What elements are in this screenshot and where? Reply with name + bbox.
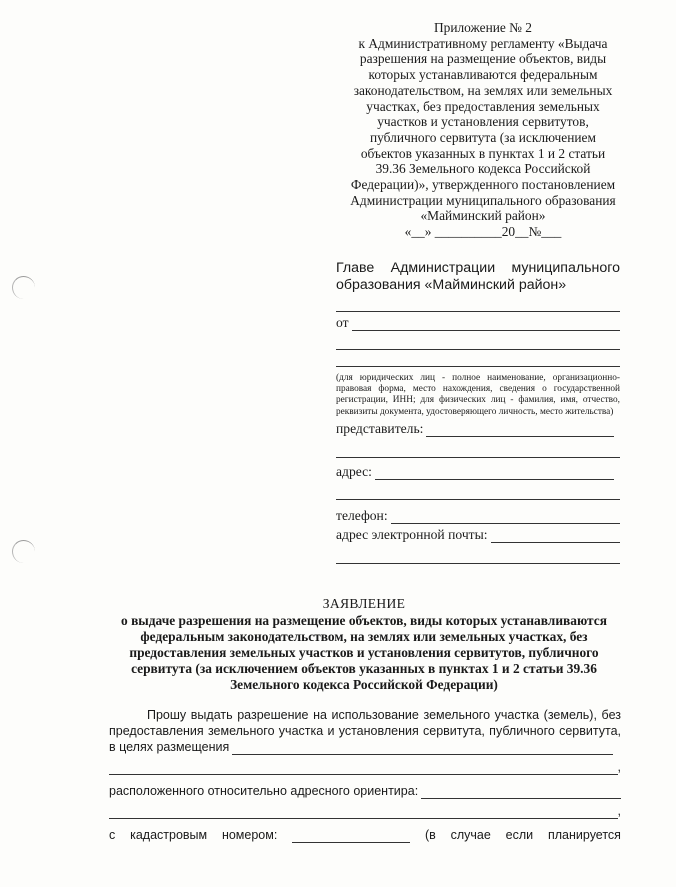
statement-title: ЗАЯВЛЕНИЕ: [322, 596, 406, 611]
appendix-line: которых устанавливаются федеральным: [368, 67, 598, 83]
subtitle-line: федеральным законодательством, на землях или земельных участках, без: [140, 629, 588, 644]
from-input-line[interactable]: [352, 318, 620, 331]
representative-blank-line[interactable]: [336, 437, 620, 458]
appendix-line: Администрации муниципального образования: [350, 192, 616, 208]
cadastral-word: (в: [424, 828, 436, 842]
addressee-blank-line[interactable]: [336, 294, 620, 312]
phone-input-line[interactable]: [391, 511, 620, 524]
para-line-1: [109, 707, 621, 723]
addressee-line-2: образования «Майминский район»: [336, 277, 567, 293]
email-blank-line[interactable]: [336, 543, 620, 564]
purpose-label: в целях размещения: [109, 740, 230, 754]
cadastral-number-input-line[interactable]: [292, 831, 410, 843]
purpose-field[interactable]: [109, 739, 621, 755]
from-blank-line-2[interactable]: [336, 331, 620, 350]
location-label: расположенного относительно адресного ориентира:: [109, 784, 419, 798]
addressee-line-1: Главе Администрации муниципального: [336, 260, 620, 276]
email-input-line[interactable]: [491, 530, 620, 543]
statement-body: [109, 707, 621, 843]
representative-label: представитель:: [336, 420, 424, 436]
para-line-1-text: Прошу выдать разрешение на использование земельного участка (земель), без: [147, 708, 621, 722]
appendix-header: [330, 20, 636, 240]
appendix-line: законодательством, на землях или земельных: [353, 82, 613, 98]
cadastral-word: случае: [450, 828, 491, 842]
representative-field[interactable]: [336, 421, 620, 437]
subtitle-line: сервитута (за исключением объектов указанных в пунктах 1 и 2 статьи 39.36: [131, 661, 597, 676]
appendix-line: Приложение № 2: [433, 20, 533, 35]
punch-hole-bottom: [12, 540, 35, 563]
appendix-line: участков и установления сервитутов,: [377, 114, 589, 130]
subtitle-line: о выдаче разрешения на размещение объектов, виды которых устанавливаются: [121, 613, 607, 628]
phone-label: телефон:: [336, 507, 388, 523]
purpose-comma: ,: [617, 760, 621, 774]
para-line-2: [109, 723, 621, 739]
para-line-2-text: предоставления земельного участка и установления сервитута, публичного сервитута,: [109, 724, 621, 738]
appendix-line: разрешения на размещение объектов, виды: [359, 51, 607, 67]
statement-subtitle: [100, 613, 628, 693]
applicant-hint: (для юридических лиц - полное наименование, организационно-правовая форма, место нахождения, сведения о государственной регистрации, ИНН; для физических лиц - фамилия, имя, отчество, реквизиты документа, удостоверяющего личность, место жительства): [336, 373, 620, 417]
cadastral-word: с: [109, 828, 116, 842]
phone-field[interactable]: [336, 508, 620, 524]
address-field[interactable]: [336, 464, 620, 480]
representative-input-line[interactable]: [426, 424, 614, 437]
purpose-field-2[interactable]: [109, 755, 621, 775]
appendix-line: к Административному регламенту «Выдача: [358, 35, 608, 51]
cadastral-word: планируется: [547, 828, 621, 842]
purpose-input-line-2[interactable]: [109, 763, 618, 775]
subtitle-line: предоставления земельных участков и установления сервитутов, публичного: [129, 645, 599, 660]
cadastral-word: если: [505, 828, 534, 842]
subtitle-line: Земельного кодекса Российской Федерации): [230, 677, 498, 692]
addressee-block: [336, 260, 620, 564]
appendix-line: участках, без предоставления земельных: [366, 98, 600, 114]
appendix-line: публичного сервитута (за исключением: [370, 129, 596, 145]
from-field[interactable]: [336, 315, 620, 331]
appendix-line: объектов указанных в пунктах 1 и 2 статьи: [360, 145, 606, 161]
location-field-2[interactable]: [109, 799, 621, 819]
email-label: адрес электронной почты:: [336, 526, 488, 542]
location-input-line[interactable]: [421, 787, 621, 799]
appendix-line: «Майминский район»: [420, 208, 546, 224]
punch-hole-top: [12, 276, 35, 299]
from-label: от: [336, 315, 349, 330]
appendix-line: Федерации)», утвержденного постановлением: [350, 177, 616, 193]
location-comma: ,: [617, 804, 621, 818]
location-input-line-2[interactable]: [109, 807, 618, 819]
cadastral-row: [109, 819, 621, 843]
purpose-input-line[interactable]: [232, 743, 613, 755]
from-blank-line-3[interactable]: [336, 350, 620, 367]
address-label: адрес:: [336, 463, 372, 479]
appendix-line: 39.36 Земельного кодекса Российской: [375, 161, 591, 177]
address-blank-line[interactable]: [336, 480, 620, 500]
location-field[interactable]: [109, 775, 621, 799]
cadastral-word: кадастровым: [130, 828, 208, 842]
appendix-date-number: «__» __________20__№___: [404, 224, 562, 240]
statement-title-block: [100, 596, 628, 693]
address-input-line[interactable]: [375, 467, 614, 480]
email-field[interactable]: [336, 527, 620, 543]
cadastral-word: номером:: [221, 828, 278, 842]
